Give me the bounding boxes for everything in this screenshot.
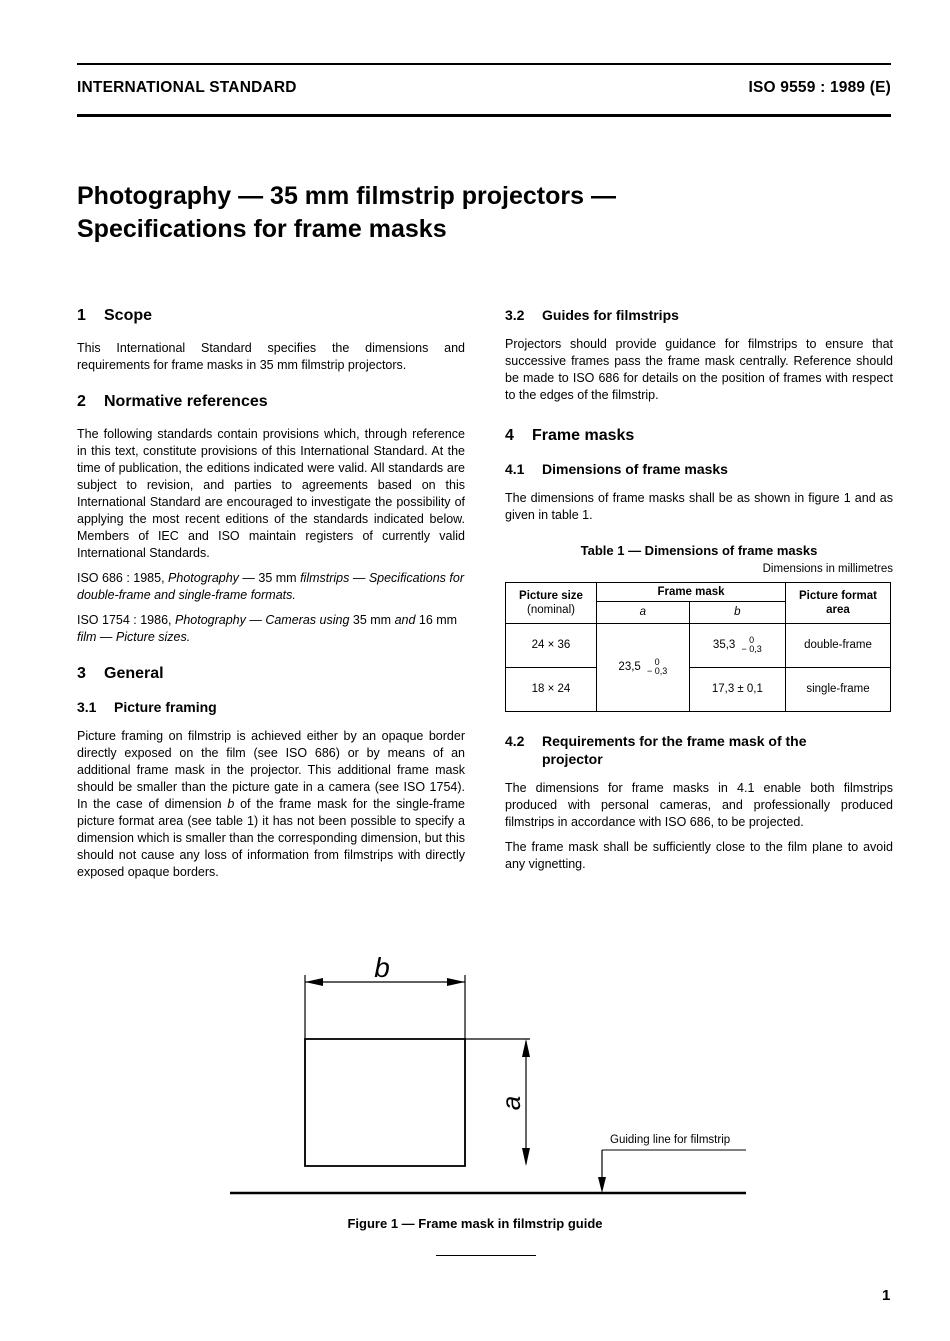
section-2-heading	[77, 392, 465, 412]
text-part: Picture framing on filmstrip is achieved either by an opaque border directly exposed on the film (see ISO 686) or by means of an additional frame mask in the projector. This additional frame mask should be smaller than the picture gate in a camera (see ISO 1754). In the case of dimension	[77, 729, 465, 811]
arrow-b-right	[447, 978, 465, 986]
section-3-heading	[77, 664, 465, 684]
section-title: Frame masks	[532, 427, 635, 444]
a-value-cell	[597, 624, 690, 712]
title-line-2: Specifications for frame masks	[77, 215, 447, 243]
section-4-2-heading	[505, 732, 893, 768]
guides-text: Projectors should provide guidance for filmstrips to ensure that successive frames pass the frame mask centrally. Reference should be made to ISO 686 for details on the position of frames with respect to the edges of the filmstrip.	[505, 337, 893, 402]
a-value: 23,5	[618, 661, 641, 674]
requirements-text-1: The dimensions for frame masks in 4.1 enable both filmstrips produced with personal cameras, and professionally produced filmstrips in accordance with ISO 686, to be projected.	[505, 781, 893, 829]
header-label: (nominal)	[527, 604, 575, 616]
reference-iso-1754	[77, 612, 465, 646]
section-number: 4.2	[505, 733, 525, 749]
header-b: b	[689, 602, 785, 624]
dimension-b-lines	[305, 975, 465, 1166]
table-units: Dimensions in millimetres	[762, 563, 893, 575]
header-right: ISO 9559 : 1989 (E)	[748, 79, 891, 96]
section-number: 2	[77, 393, 86, 410]
dimensions-text: The dimensions of frame masks shall be as shown in figure 1 and as given in table 1.	[505, 491, 893, 522]
section-number: 1	[77, 307, 86, 324]
section-title: Requirements for the frame mask of the projector	[542, 733, 807, 767]
section-title: Scope	[104, 307, 153, 324]
section-title: Picture framing	[114, 699, 217, 715]
header-a: a	[597, 602, 690, 624]
figure-frame-mask	[220, 955, 760, 1200]
header-picture-format: Picture format area	[786, 583, 891, 624]
guide-arrow	[598, 1177, 606, 1193]
normative-text: The following standards contain provisions which, through reference in this text, constitute provisions of this International Standard. At the time of publication, the editions indicated were valid. All standards are subject to revision, and parties to agreements based on this International Standard are encouraged to investigate the possibility of applying the most recent editions of the standards indicated below. Members of IEC and ISO maintain registers of currently valid International Standards.	[77, 427, 465, 560]
b-tolerance	[742, 636, 762, 654]
tolerance-lower: − 0,3	[741, 644, 762, 655]
reference-title-part: Photography — Cameras using	[175, 613, 350, 627]
arrow-b-left	[305, 978, 323, 986]
header-label: Picture size	[519, 590, 583, 602]
top-rule	[77, 63, 891, 65]
scope-text: This International Standard specifies the dimensions and requirements for frame masks in 35 mm filmstrip projectors.	[77, 341, 465, 372]
header-left: INTERNATIONAL STANDARD	[77, 79, 297, 96]
row-format-cell: single-frame	[786, 668, 891, 712]
section-title: Guides for filmstrips	[542, 307, 679, 323]
table-caption: Table 1 — Dimensions of frame masks	[580, 543, 818, 558]
b-value-cell	[689, 624, 785, 668]
label-b: b	[374, 955, 390, 983]
section-number: 4	[505, 427, 514, 444]
header-rule	[77, 114, 891, 117]
section-3-1-heading	[77, 698, 465, 716]
dimensions-table	[505, 582, 891, 712]
reference-title-part: 35 mm	[349, 613, 395, 627]
section-number: 3	[77, 665, 86, 682]
row-size-cell: 18 × 24	[506, 668, 597, 712]
section-3-2-heading	[505, 306, 893, 324]
reference-iso-686	[77, 570, 465, 604]
a-tolerance	[647, 658, 667, 676]
frame-mask-rect	[305, 1039, 465, 1166]
arrow-a-top	[522, 1039, 530, 1057]
reference-id: ISO 686 : 1985,	[77, 571, 165, 585]
text-part: of the frame mask for the single-frame picture format area (see table 1) it has not been possible to specify a dimension which is smaller than the corresponding dimension, but this should not cause any loss of information from filmstrips with directly exposed opaque borders.	[77, 797, 465, 879]
guide-label: Guiding line for filmstrip	[610, 1134, 731, 1146]
left-column	[77, 306, 465, 889]
page-number: 1	[882, 1287, 891, 1304]
section-1-heading	[77, 306, 465, 326]
reference-id: ISO 1754 : 1986,	[77, 613, 172, 627]
row-format-cell: double-frame	[786, 624, 891, 668]
row-size-cell: 24 × 36	[506, 624, 597, 668]
guide-leader	[602, 1150, 746, 1187]
reference-title-part: filmstrips — Specifications for double-frame and single-frame formats.	[77, 571, 464, 602]
document-title	[77, 180, 877, 246]
section-title: Normative references	[104, 393, 268, 410]
title-line-1: Photography — 35 mm filmstrip projectors —	[77, 182, 616, 210]
figure-caption: Figure 1 — Frame mask in filmstrip guide	[347, 1216, 603, 1231]
reference-title-part: film — Picture sizes.	[77, 630, 191, 644]
requirements-text-2: The frame mask shall be sufficiently close to the film plane to avoid any vignetting.	[505, 840, 893, 871]
label-a: a	[496, 1095, 526, 1111]
section-title: Dimensions of frame masks	[542, 461, 728, 477]
header-picture-size	[506, 583, 597, 624]
tolerance-lower: − 0,3	[647, 666, 668, 677]
end-rule	[436, 1255, 536, 1256]
right-column	[505, 306, 893, 881]
reference-title-part: 16 mm	[415, 613, 458, 627]
picture-framing-text	[77, 728, 465, 881]
section-4-1-heading	[505, 460, 893, 478]
b-value: 35,3	[712, 639, 736, 652]
b-value-cell: 17,3 ± 0,1	[689, 668, 785, 712]
arrow-a-bottom	[522, 1148, 530, 1166]
reference-title-part: and	[394, 613, 416, 627]
section-title: General	[104, 665, 164, 682]
dimension-symbol: b	[227, 797, 235, 811]
tolerance-upper: 0	[749, 635, 755, 646]
tolerance-upper: 0	[654, 657, 660, 668]
header-frame-mask: Frame mask	[597, 583, 786, 602]
reference-title-part: Photography	[168, 571, 239, 585]
section-number: 4.1	[505, 461, 525, 477]
section-4-heading	[505, 426, 893, 446]
reference-title-part: — 35 mm	[238, 571, 301, 585]
section-number: 3.1	[77, 699, 97, 715]
section-number: 3.2	[505, 307, 525, 323]
